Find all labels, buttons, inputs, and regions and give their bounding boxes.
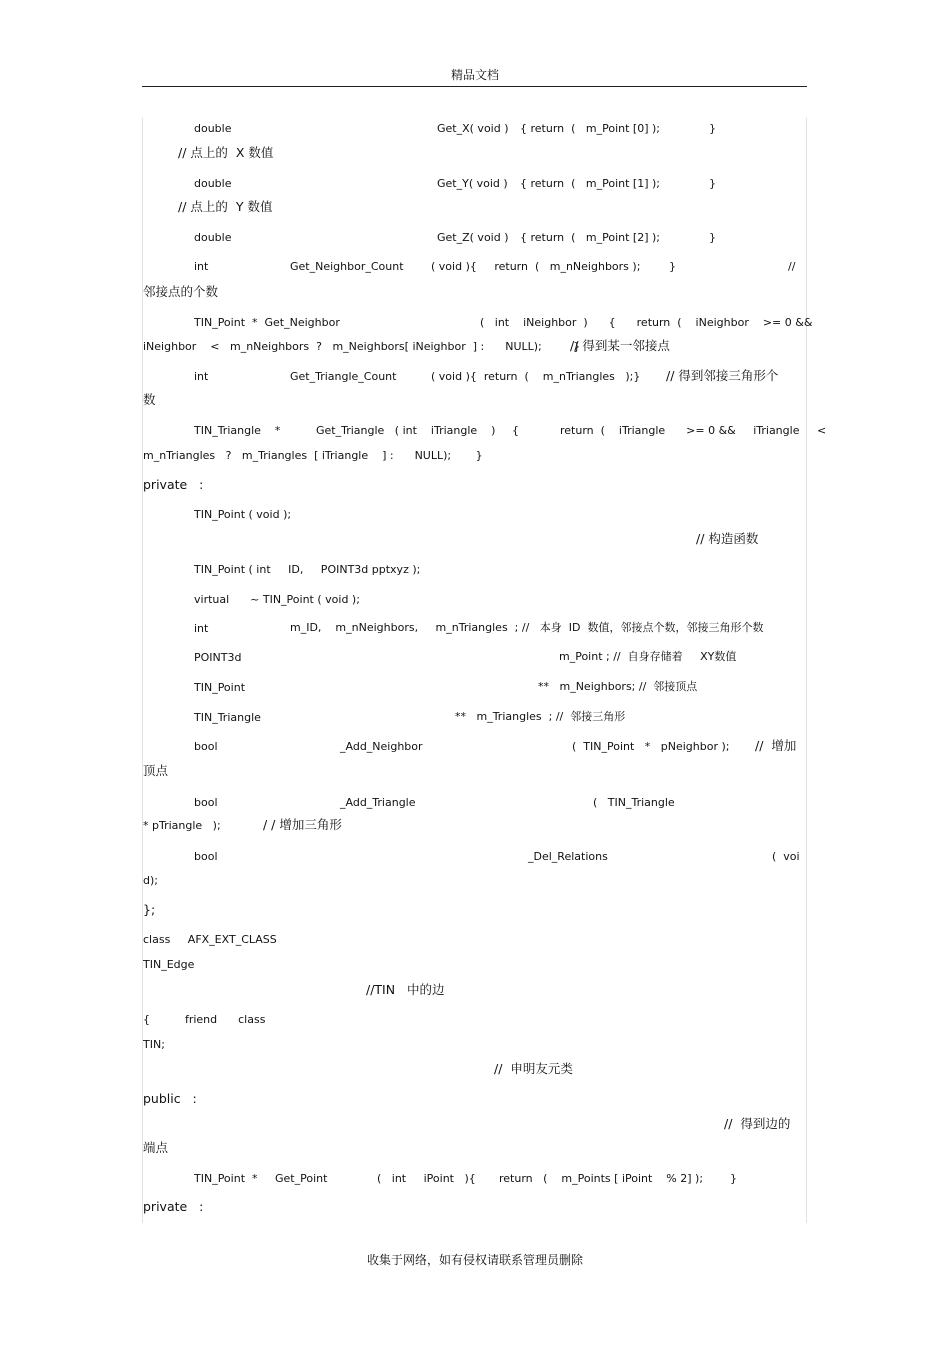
code-token: double bbox=[194, 177, 232, 190]
code-token: ( void ){ return ( m_nTriangles );} bbox=[431, 370, 641, 383]
code-token: { bbox=[512, 424, 519, 437]
code-keyword: public : bbox=[143, 1091, 197, 1106]
right-margin-line bbox=[806, 118, 807, 1223]
code-comment: 顶点 bbox=[143, 763, 169, 778]
code-token: TIN_Point ( void ); bbox=[194, 508, 292, 521]
code-token: ( voi bbox=[772, 850, 800, 863]
code-token: bool bbox=[194, 850, 218, 863]
code-token: { return ( m_Point [0] ); bbox=[520, 122, 661, 135]
code-token: int bbox=[194, 370, 209, 383]
code-comment: // bbox=[788, 260, 796, 273]
code-token: return ( iTriangle >= 0 && iTriangle < bbox=[560, 424, 827, 437]
code-comment: // 申明友元类 bbox=[494, 1061, 573, 1076]
code-comment: // 点上的 Y 数值 bbox=[178, 199, 273, 214]
code-token: double bbox=[194, 122, 232, 135]
code-token: class AFX_EXT_CLASS bbox=[143, 933, 277, 946]
code-comment: // 构造函数 bbox=[696, 531, 759, 546]
code-token: ( int iPoint ){ bbox=[377, 1172, 476, 1185]
code-token: TIN_Point * bbox=[194, 1172, 258, 1185]
code-token: ( TIN_Triangle bbox=[593, 796, 675, 809]
code-token: bool bbox=[194, 740, 218, 753]
code-token: Get_Point bbox=[275, 1172, 328, 1185]
code-token: Get_Triangle_Count bbox=[290, 370, 397, 383]
code-comment: 邻接点的个数 bbox=[143, 284, 219, 299]
code-comment: // 得到边的 bbox=[724, 1116, 791, 1131]
code-token: virtual ~ TIN_Point ( void ); bbox=[194, 593, 360, 606]
code-token: TIN_Point * Get_Neighbor bbox=[194, 316, 340, 329]
code-token: int bbox=[194, 622, 209, 635]
code-token: } bbox=[669, 260, 676, 273]
code-token: } bbox=[709, 231, 716, 244]
code-token: int bbox=[194, 260, 209, 273]
code-token: _Add_Neighbor bbox=[340, 740, 423, 753]
code-token: } bbox=[730, 1172, 737, 1185]
code-token: { return ( m_Point [2] ); bbox=[520, 231, 661, 244]
code-token: ** m_Neighbors; // 邻接顶点 bbox=[538, 680, 698, 693]
code-token: _Del_Relations bbox=[528, 850, 608, 863]
code-comment: // 点上的 X 数值 bbox=[178, 145, 274, 160]
code-comment: // 增加 bbox=[755, 738, 797, 753]
code-token: } bbox=[709, 177, 716, 190]
code-token: POINT3d bbox=[194, 651, 242, 664]
code-keyword: private : bbox=[143, 1199, 204, 1214]
code-token: Get_Z( void ) bbox=[437, 231, 509, 244]
code-token: Get_Triangle ( int iTriangle ) bbox=[316, 424, 496, 437]
code-comment: / / 增加三角形 bbox=[263, 817, 342, 832]
code-token: d); bbox=[143, 874, 158, 887]
code-token: Get_X( void ) bbox=[437, 122, 509, 135]
code-token: } bbox=[709, 122, 716, 135]
code-comment: //TIN 中的边 bbox=[366, 982, 445, 997]
code-token: m_Point ; // 自身存储着 XY数值 bbox=[559, 650, 737, 663]
code-token: ** m_Triangles ; // 邻接三角形 bbox=[455, 710, 626, 723]
page-header-title: 精品文档 bbox=[450, 68, 499, 82]
code-token: bool bbox=[194, 796, 218, 809]
code-token: return ( m_Points [ iPoint % 2] ); bbox=[499, 1172, 704, 1185]
code-token: * pTriangle ); bbox=[143, 819, 221, 832]
code-keyword: private : bbox=[143, 477, 204, 492]
page-footer-text: 收集于网络，如有侵权请联系管理员删除 bbox=[366, 1253, 583, 1267]
code-token: ( void ){ return ( m_nNeighbors ); bbox=[431, 260, 641, 273]
code-token: TIN_Point bbox=[194, 681, 246, 694]
code-token: ( int iNeighbor ) { return ( iNeighbor >= 0 && bbox=[480, 316, 813, 329]
code-token: TIN_Triangle bbox=[194, 711, 261, 724]
header-rule bbox=[142, 86, 807, 87]
code-token: ( TIN_Point * pNeighbor ); bbox=[572, 740, 730, 753]
code-token: iNeighbor < m_nNeighbors ? m_Neighbors[ iNeighbor ] : NULL); } bbox=[143, 340, 581, 353]
code-token: m_nTriangles ? m_Triangles [ iTriangle ] : NULL); } bbox=[143, 449, 483, 462]
code-token: Get_Neighbor_Count bbox=[290, 260, 404, 273]
code-token: { friend class bbox=[143, 1013, 266, 1026]
code-comment: 数 bbox=[143, 392, 156, 407]
code-token: double bbox=[194, 231, 232, 244]
code-token: m_ID, m_nNeighbors, m_nTriangles ; // 本身 ID 数值，邻接点个数，邻接三角形个数 bbox=[290, 621, 764, 634]
code-token: TIN_Point ( int ID, POINT3d pptxyz ); bbox=[194, 563, 421, 576]
code-comment: 端点 bbox=[143, 1140, 169, 1155]
code-comment: // 得到某一邻接点 bbox=[570, 338, 670, 353]
code-keyword: }; bbox=[143, 902, 156, 917]
code-token: { return ( m_Point [1] ); bbox=[520, 177, 661, 190]
code-token: _Add_Triangle bbox=[340, 796, 416, 809]
code-comment: // 得到邻接三角形个 bbox=[666, 368, 779, 383]
code-token: Get_Y( void ) bbox=[437, 177, 508, 190]
code-token: TIN; bbox=[143, 1038, 165, 1051]
code-token: TIN_Edge bbox=[143, 958, 195, 971]
code-token: TIN_Triangle * bbox=[194, 424, 281, 437]
